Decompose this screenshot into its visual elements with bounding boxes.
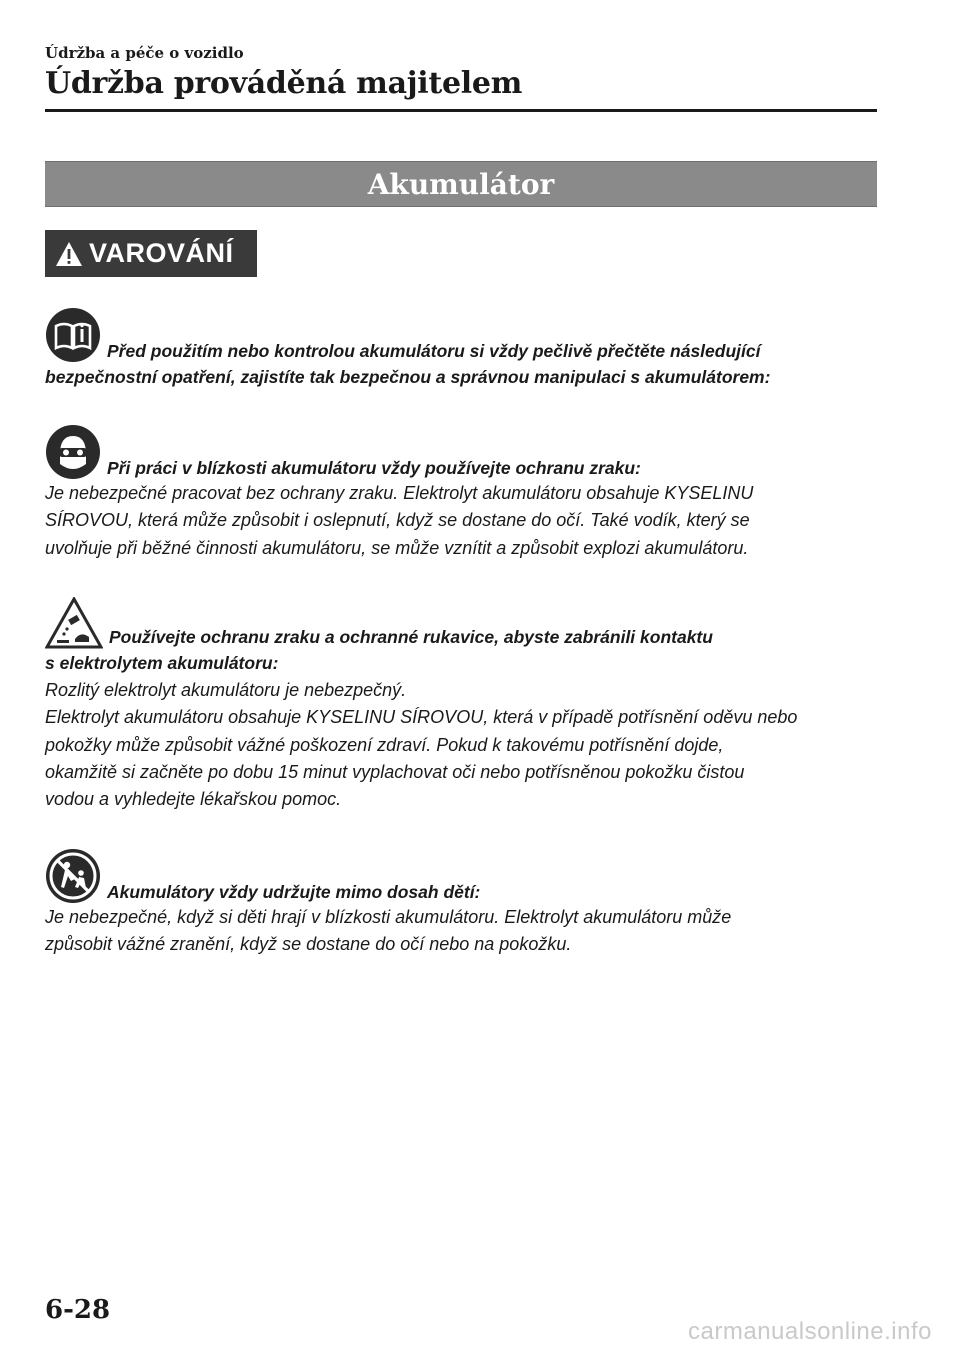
section-body-line: SÍROVOU, která může způsobit i oslepnutí, když se dostane do očí. Také vodík, který se <box>45 510 750 531</box>
section-heading-line: s elektrolytem akumulátoru: <box>45 653 279 673</box>
section-heading: Před použitím nebo kontrolou akumulátoru si vždy pečlivě přečtěte následující <box>107 341 761 361</box>
safety-section-children <box>45 848 885 959</box>
manual-book-icon <box>45 307 101 363</box>
section-body-line: Elektrolyt akumulátoru obsahuje KYSELINU SÍROVOU, která v případě potřísnění oděvu nebo <box>45 707 798 728</box>
safety-section-acid <box>45 597 885 813</box>
page-title: Údržba prováděná majitelem <box>45 66 523 101</box>
topic-banner <box>45 161 877 207</box>
section-body-line: vodou a vyhledejte lékařskou pomoc. <box>45 789 342 810</box>
section-body-line: pokožky může způsobit vážné poškození zdraví. Pokud k takovému potřísnění dojde, <box>45 734 724 755</box>
title-divider <box>45 109 877 112</box>
safety-section-eye-protection <box>45 424 885 562</box>
section-body-line: Rozlitý elektrolyt akumulátoru je nebezpečný. <box>45 680 407 700</box>
eye-protection-icon <box>45 424 101 480</box>
section-body-line: způsobit vážné zranění, když se dostane do očí nebo na pokožku. <box>45 934 572 955</box>
section-heading: Při práci v blízkosti akumulátoru vždy používejte ochranu zraku: <box>107 458 641 478</box>
section-heading: Akumulátory vždy udržujte mimo dosah dětí: <box>107 882 481 902</box>
section-body-line: Je nebezpečné pracovat bez ochrany zraku. Elektrolyt akumulátoru obsahuje KYSELINU <box>45 483 754 503</box>
watermark: carmanualsonline.info <box>688 1318 932 1345</box>
safety-section-manual <box>45 307 885 391</box>
warning-label <box>45 230 257 277</box>
section-body-line: Je nebezpečné, když si děti hrají v blízkosti akumulátoru. Elektrolyt akumulátoru může <box>45 907 732 927</box>
section-heading: Používejte ochranu zraku a ochranné rukavice, abyste zabránili kontaktu <box>109 627 713 647</box>
section-body-line: okamžitě si začněte po dobu 15 minut vyplachovat oči nebo potřísněnou pokožku čistou <box>45 761 745 782</box>
section-heading-line: bezpečnostní opatření, zajistíte tak bezpečnou a správnou manipulaci s akumulátorem: <box>45 367 771 387</box>
section-body-line: uvolňuje při běžné činnosti akumulátoru, se může vznítit a způsobit explozi akumulátoru. <box>45 537 749 558</box>
warning-text: VAROVÁNÍ <box>89 238 234 268</box>
warning-triangle-icon <box>55 241 83 267</box>
acid-hazard-icon <box>45 597 103 649</box>
page-number: 6-28 <box>45 1295 111 1325</box>
breadcrumb: Údržba a péče o vozidlo <box>45 44 244 62</box>
topic-title: Akumulátor <box>367 167 555 201</box>
keep-away-children-icon <box>45 848 101 904</box>
